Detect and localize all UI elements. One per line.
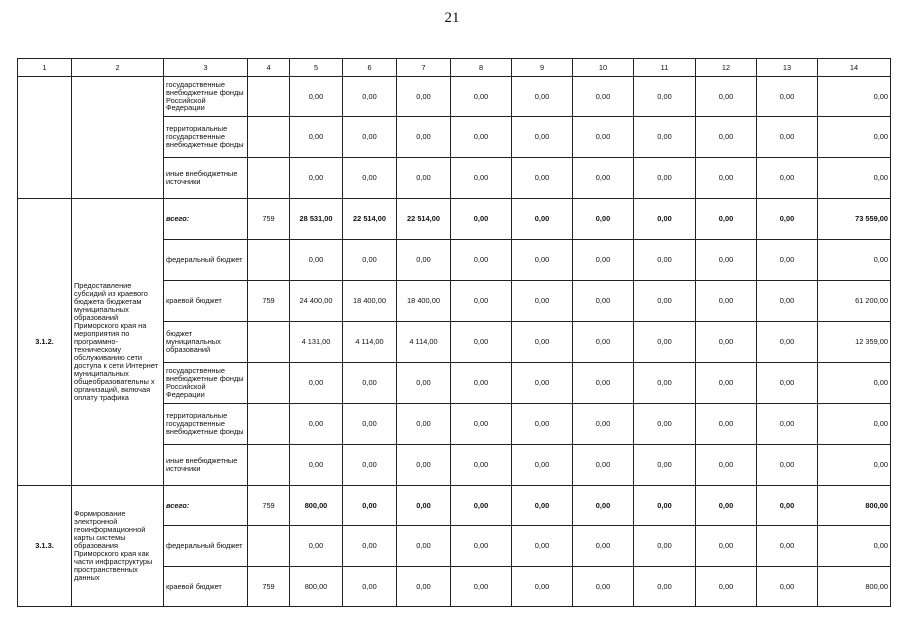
amount-cell: 0,00	[397, 526, 451, 567]
amount-cell: 0,00	[397, 404, 451, 445]
funding-source-label: всего:	[164, 199, 248, 240]
amount-cell: 0,00	[397, 567, 451, 607]
amount-cell: 0,00	[696, 567, 757, 607]
amount-cell: 0,00	[451, 363, 512, 404]
funding-source-label: федеральный бюджет	[164, 240, 248, 281]
amount-cell: 0,00	[451, 404, 512, 445]
amount-cell: 24 400,00	[290, 281, 343, 322]
table-row	[18, 77, 891, 117]
amount-cell: 0,00	[343, 486, 397, 526]
budget-code	[248, 404, 290, 445]
table-row	[18, 486, 891, 526]
amount-cell: 0,00	[512, 322, 573, 363]
amount-cell: 800,00	[818, 567, 891, 607]
amount-cell: 0,00	[451, 281, 512, 322]
amount-cell: 0,00	[696, 240, 757, 281]
amount-cell: 0,00	[573, 322, 634, 363]
amount-cell: 0,00	[573, 77, 634, 117]
amount-cell: 0,00	[634, 199, 696, 240]
amount-cell: 0,00	[451, 158, 512, 199]
funding-source-label: территориальные государственные внебюджетные фонды	[164, 404, 248, 445]
amount-cell: 0,00	[634, 445, 696, 486]
amount-cell: 800,00	[290, 567, 343, 607]
amount-cell: 0,00	[290, 240, 343, 281]
budget-table	[17, 58, 891, 607]
funding-source-label: территориальные государственные внебюджетные фонды	[164, 117, 248, 158]
amount-cell: 0,00	[290, 445, 343, 486]
amount-cell: 0,00	[634, 158, 696, 199]
amount-cell: 0,00	[573, 526, 634, 567]
amount-cell: 0,00	[634, 117, 696, 158]
amount-cell: 0,00	[397, 445, 451, 486]
amount-cell: 0,00	[757, 158, 818, 199]
amount-cell: 0,00	[512, 486, 573, 526]
amount-cell: 0,00	[512, 445, 573, 486]
amount-cell: 22 514,00	[397, 199, 451, 240]
item-number	[18, 77, 72, 199]
amount-cell: 0,00	[451, 77, 512, 117]
budget-code: 759	[248, 281, 290, 322]
amount-cell: 0,00	[343, 526, 397, 567]
amount-cell: 0,00	[696, 404, 757, 445]
amount-cell: 0,00	[634, 240, 696, 281]
item-description: Предоставление субсидий из краевого бюджета бюджетам муниципальных образований Приморского края на мероприятия по программно-техническому обслуживанию сети доступа к сети Интернет муниципальных общеобразовательны х организаций, включая оплату трафика	[72, 199, 164, 486]
amount-cell: 0,00	[573, 486, 634, 526]
column-number: 5	[290, 59, 343, 77]
amount-cell: 0,00	[290, 363, 343, 404]
amount-cell: 0,00	[397, 158, 451, 199]
amount-cell: 4 114,00	[397, 322, 451, 363]
amount-cell: 0,00	[573, 117, 634, 158]
amount-cell: 0,00	[343, 363, 397, 404]
amount-cell: 0,00	[512, 567, 573, 607]
amount-cell: 0,00	[512, 281, 573, 322]
amount-cell: 0,00	[512, 240, 573, 281]
table-row	[18, 199, 891, 240]
amount-cell: 0,00	[573, 445, 634, 486]
amount-cell: 0,00	[343, 445, 397, 486]
amount-cell: 0,00	[451, 199, 512, 240]
funding-source-label: краевой бюджет	[164, 567, 248, 607]
amount-cell: 0,00	[451, 445, 512, 486]
amount-cell: 0,00	[757, 199, 818, 240]
amount-cell: 0,00	[512, 77, 573, 117]
amount-cell: 0,00	[290, 158, 343, 199]
amount-cell: 0,00	[512, 404, 573, 445]
amount-cell: 0,00	[512, 117, 573, 158]
budget-code	[248, 158, 290, 199]
funding-source-label: краевой бюджет	[164, 281, 248, 322]
amount-cell: 0,00	[343, 77, 397, 117]
amount-cell: 0,00	[451, 567, 512, 607]
funding-source-label: государственные внебюджетные фонды Российской Федерации	[164, 363, 248, 404]
amount-cell: 0,00	[757, 567, 818, 607]
amount-cell: 0,00	[818, 158, 891, 199]
amount-cell: 0,00	[290, 117, 343, 158]
amount-cell: 0,00	[634, 363, 696, 404]
amount-cell: 0,00	[757, 117, 818, 158]
amount-cell: 0,00	[343, 567, 397, 607]
amount-cell: 0,00	[757, 322, 818, 363]
amount-cell: 0,00	[634, 404, 696, 445]
amount-cell: 0,00	[696, 77, 757, 117]
amount-cell: 61 200,00	[818, 281, 891, 322]
amount-cell: 0,00	[696, 363, 757, 404]
amount-cell: 0,00	[634, 526, 696, 567]
item-number: 3.1.2.	[18, 199, 72, 486]
column-number: 3	[164, 59, 248, 77]
amount-cell: 0,00	[343, 158, 397, 199]
column-number: 4	[248, 59, 290, 77]
amount-cell: 0,00	[696, 281, 757, 322]
amount-cell: 0,00	[343, 240, 397, 281]
amount-cell: 0,00	[451, 486, 512, 526]
budget-code	[248, 240, 290, 281]
funding-source-label: всего:	[164, 486, 248, 526]
amount-cell: 0,00	[818, 404, 891, 445]
amount-cell: 0,00	[397, 77, 451, 117]
budget-code	[248, 77, 290, 117]
amount-cell: 0,00	[634, 77, 696, 117]
amount-cell: 0,00	[696, 117, 757, 158]
amount-cell: 0,00	[757, 526, 818, 567]
amount-cell: 0,00	[757, 363, 818, 404]
amount-cell: 0,00	[573, 404, 634, 445]
amount-cell: 0,00	[512, 526, 573, 567]
amount-cell: 0,00	[696, 526, 757, 567]
amount-cell: 0,00	[757, 281, 818, 322]
amount-cell: 0,00	[757, 240, 818, 281]
item-number: 3.1.3.	[18, 486, 72, 607]
amount-cell: 0,00	[343, 117, 397, 158]
amount-cell: 0,00	[397, 363, 451, 404]
amount-cell: 0,00	[573, 158, 634, 199]
amount-cell: 0,00	[696, 199, 757, 240]
amount-cell: 0,00	[757, 77, 818, 117]
funding-source-label: бюджет муниципальных образований	[164, 322, 248, 363]
amount-cell: 0,00	[573, 567, 634, 607]
amount-cell: 0,00	[696, 486, 757, 526]
amount-cell: 0,00	[696, 322, 757, 363]
amount-cell: 22 514,00	[343, 199, 397, 240]
amount-cell: 0,00	[512, 199, 573, 240]
amount-cell: 0,00	[818, 363, 891, 404]
amount-cell: 18 400,00	[343, 281, 397, 322]
budget-code: 759	[248, 199, 290, 240]
amount-cell: 0,00	[818, 77, 891, 117]
budget-code: 759	[248, 486, 290, 526]
item-description: Формирование электронной геоинформационной карты системы образования Приморского края как части инфраструктуры пространственных данных	[72, 486, 164, 607]
column-number: 8	[451, 59, 512, 77]
column-number: 2	[72, 59, 164, 77]
amount-cell: 0,00	[634, 322, 696, 363]
amount-cell: 73 559,00	[818, 199, 891, 240]
column-number: 6	[343, 59, 397, 77]
column-number: 11	[634, 59, 696, 77]
amount-cell: 0,00	[573, 281, 634, 322]
page-number: 21	[444, 10, 460, 26]
column-number: 10	[573, 59, 634, 77]
amount-cell: 0,00	[573, 240, 634, 281]
column-number: 7	[397, 59, 451, 77]
funding-source-label: федеральный бюджет	[164, 526, 248, 567]
amount-cell: 0,00	[290, 77, 343, 117]
budget-code	[248, 117, 290, 158]
budget-code	[248, 322, 290, 363]
column-number: 12	[696, 59, 757, 77]
amount-cell: 0,00	[512, 158, 573, 199]
budget-code	[248, 526, 290, 567]
amount-cell: 4 131,00	[290, 322, 343, 363]
funding-source-label: государственные внебюджетные фонды Российской Федерации	[164, 77, 248, 117]
column-number: 14	[818, 59, 891, 77]
amount-cell: 4 114,00	[343, 322, 397, 363]
budget-code: 759	[248, 567, 290, 607]
amount-cell: 0,00	[451, 117, 512, 158]
amount-cell: 0,00	[818, 526, 891, 567]
amount-cell: 0,00	[397, 486, 451, 526]
amount-cell: 0,00	[818, 117, 891, 158]
column-number: 13	[757, 59, 818, 77]
amount-cell: 0,00	[818, 445, 891, 486]
item-description	[72, 77, 164, 199]
amount-cell: 0,00	[757, 404, 818, 445]
amount-cell: 0,00	[573, 363, 634, 404]
amount-cell: 0,00	[451, 322, 512, 363]
column-number: 9	[512, 59, 573, 77]
amount-cell: 0,00	[397, 117, 451, 158]
amount-cell: 800,00	[818, 486, 891, 526]
budget-code	[248, 445, 290, 486]
amount-cell: 0,00	[397, 240, 451, 281]
amount-cell: 0,00	[343, 404, 397, 445]
amount-cell: 0,00	[290, 404, 343, 445]
amount-cell: 18 400,00	[397, 281, 451, 322]
amount-cell: 0,00	[696, 445, 757, 486]
funding-source-label: иные внебюджетные источники	[164, 445, 248, 486]
budget-code	[248, 363, 290, 404]
amount-cell: 0,00	[290, 526, 343, 567]
amount-cell: 0,00	[512, 363, 573, 404]
amount-cell: 0,00	[634, 281, 696, 322]
amount-cell: 0,00	[696, 158, 757, 199]
amount-cell: 0,00	[451, 526, 512, 567]
amount-cell: 0,00	[818, 240, 891, 281]
amount-cell: 12 359,00	[818, 322, 891, 363]
funding-source-label: иные внебюджетные источники	[164, 158, 248, 199]
amount-cell: 28 531,00	[290, 199, 343, 240]
amount-cell: 0,00	[634, 486, 696, 526]
amount-cell: 0,00	[451, 240, 512, 281]
column-number: 1	[18, 59, 72, 77]
header-row	[18, 59, 891, 77]
amount-cell: 0,00	[634, 567, 696, 607]
amount-cell: 0,00	[573, 199, 634, 240]
amount-cell: 800,00	[290, 486, 343, 526]
amount-cell: 0,00	[757, 486, 818, 526]
amount-cell: 0,00	[757, 445, 818, 486]
